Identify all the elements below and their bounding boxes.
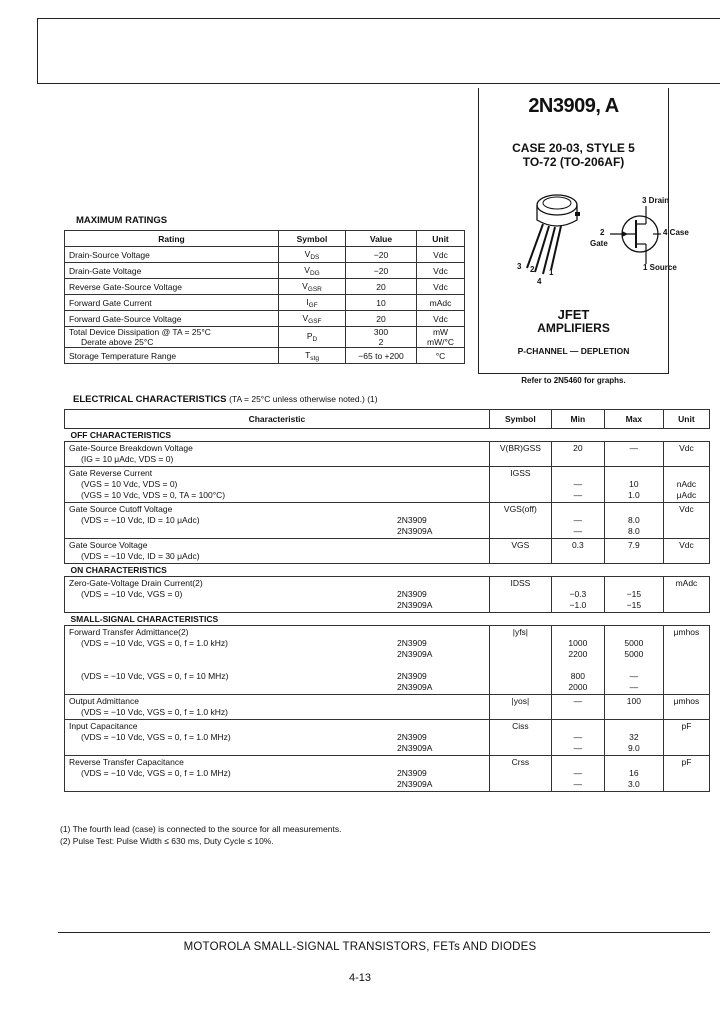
symbol-subscript: GSR <box>307 285 322 293</box>
max-line: −15 <box>626 600 642 610</box>
max-cell <box>604 467 663 503</box>
char-line: (IG = 10 μAdc, VDS = 0) <box>81 454 174 464</box>
table-header-row <box>65 410 710 429</box>
model-line: 2N3909 <box>397 515 427 525</box>
part-number: 2N3909, A <box>528 95 619 117</box>
min-line: — <box>573 515 583 525</box>
value-cell: −65 to +200 <box>346 348 417 364</box>
symbol-cell: Ciss <box>489 720 551 756</box>
col-value: Value <box>346 231 417 247</box>
value-cell: 20 <box>346 311 417 327</box>
value-cell: 20 <box>346 279 417 295</box>
unit-line: μAdc <box>676 490 697 500</box>
max-cell: 100 <box>604 695 663 720</box>
unit-cell: μmhos <box>663 626 709 695</box>
min-line: −0.3 <box>569 589 587 599</box>
value-cell <box>346 327 417 348</box>
col-unit: Unit <box>417 231 465 247</box>
table-row <box>65 626 710 695</box>
min-cell: — <box>551 695 604 720</box>
min-line <box>556 578 600 589</box>
min-line <box>556 721 600 732</box>
page-number: 4-13 <box>348 972 372 984</box>
table-row <box>65 295 465 311</box>
lead-label-4: 4 <box>537 277 542 286</box>
char-line: Forward Transfer Admittance(2) <box>69 627 189 637</box>
min-line: — <box>573 743 583 753</box>
symbol-cell: IGSS <box>489 467 551 503</box>
rating-line: Total Device Dissipation @ TA = 25°C <box>69 327 211 337</box>
footer-text: MOTOROLA SMALL-SIGNAL TRANSISTORS, FETs AND DIODES <box>183 941 537 953</box>
char-cell <box>65 626 394 695</box>
max-cell <box>604 720 663 756</box>
symbol-subscript: stg <box>310 354 319 362</box>
footnote: (1) The fourth lead (case) is connected to the source for all measurements. <box>60 824 342 834</box>
symbol-subscript: DG <box>309 269 320 277</box>
model-line <box>397 578 485 589</box>
model-line <box>397 721 485 732</box>
symbol-cell <box>279 348 346 364</box>
char-line <box>69 649 389 660</box>
footnote: (2) Pulse Test: Pulse Width ≤ 630 ms, Duty Cycle ≤ 10%. <box>60 836 274 846</box>
min-cell <box>551 577 604 613</box>
electrical-title <box>73 394 378 405</box>
model-cell <box>393 626 489 695</box>
table-row <box>65 720 710 756</box>
min-line: 800 <box>570 671 585 681</box>
min-cell <box>551 756 604 792</box>
unit-cell <box>663 467 709 503</box>
char-line: Gate Source Voltage <box>69 540 148 550</box>
lead-label-1: 1 <box>549 268 554 277</box>
section-on: ON CHARACTERISTICS <box>65 564 710 577</box>
symbol-text: P <box>306 331 313 341</box>
min-line <box>556 468 600 479</box>
max-line: 1.0 <box>627 490 640 500</box>
char-line: Input Capacitance <box>69 721 138 731</box>
max-line: 3.0 <box>627 779 640 789</box>
value-cell: 10 <box>346 295 417 311</box>
col-symbol: Symbol <box>489 410 551 429</box>
unit-line: mW <box>432 327 449 337</box>
header-frame <box>37 18 720 84</box>
min-line: −1.0 <box>569 600 587 610</box>
electrical-title-note: (TA = 25°C unless otherwise noted.) (1) <box>229 394 378 404</box>
symbol-cell <box>279 263 346 279</box>
section-off: OFF CHARACTERISTICS <box>65 429 710 442</box>
col-min: Min <box>551 410 604 429</box>
symbol-cell <box>279 295 346 311</box>
col-max: Max <box>604 410 663 429</box>
model-line: 2N3909A <box>397 600 433 610</box>
pin-case-label: 4 Case <box>663 228 689 237</box>
col-unit: Unit <box>663 410 709 429</box>
max-line: −15 <box>626 589 642 599</box>
footnotes <box>60 823 341 847</box>
model-line: 2N3909 <box>397 671 427 681</box>
max-line: 16 <box>629 768 639 778</box>
pin-source-label: 1 Source <box>643 263 677 272</box>
footer-rule <box>58 932 710 933</box>
max-line <box>609 627 659 638</box>
symbol-cell: V(BR)GSS <box>489 442 551 467</box>
unit-cell: Vdc <box>663 539 709 564</box>
unit-cell: mAdc <box>417 295 465 311</box>
model-cell <box>393 756 489 792</box>
max-line: 5000 <box>624 649 644 659</box>
section-row <box>65 429 710 442</box>
table-header-row <box>65 231 465 247</box>
value-line: 300 <box>373 327 389 337</box>
model-line: 2N3909 <box>397 638 427 648</box>
model-line: 2N3909A <box>397 779 433 789</box>
char-line <box>69 660 389 671</box>
char-line: (VDS = −10 Vdc, VGS = 0, f = 1.0 MHz) <box>81 732 231 742</box>
section-row <box>65 564 710 577</box>
unit-cell: Vdc <box>417 263 465 279</box>
min-line: 2200 <box>568 649 588 659</box>
pin-gate-number: 2 <box>600 228 605 237</box>
max-line <box>609 504 659 515</box>
char-cell <box>65 756 394 792</box>
min-line: — <box>573 526 583 536</box>
symbol-subscript: GF <box>308 301 318 309</box>
table-row <box>65 279 465 295</box>
symbol-text: V <box>304 264 310 275</box>
max-ratings-title: MAXIMUM RATINGS <box>76 215 168 226</box>
value-cell: −20 <box>346 263 417 279</box>
model-cell <box>393 577 489 613</box>
model-cell <box>393 503 489 539</box>
char-cell <box>65 442 490 467</box>
char-line: Gate Source Cutoff Voltage <box>69 504 173 514</box>
max-cell: — <box>604 442 663 467</box>
symbol-cell: |yos| <box>489 695 551 720</box>
char-line: (VDS = −10 Vdc, ID = 10 μAdc) <box>81 515 200 525</box>
max-cell <box>604 626 663 695</box>
max-ratings-table <box>64 230 465 364</box>
char-line: (VGS = 10 Vdc, VDS = 0, TA = 100°C) <box>81 490 226 500</box>
max-line: 5000 <box>624 638 644 648</box>
char-line <box>69 682 389 693</box>
char-line: (VDS = −10 Vdc, VGS = 0, f = 1.0 kHz) <box>81 707 228 717</box>
char-line: (VDS = −10 Vdc, VGS = 0, f = 1.0 MHz) <box>81 768 231 778</box>
min-line: 1000 <box>568 638 588 648</box>
min-cell <box>551 467 604 503</box>
min-cell: 0.3 <box>551 539 604 564</box>
model-cell <box>393 720 489 756</box>
max-line <box>609 468 659 479</box>
table-row <box>65 577 710 613</box>
table-row <box>65 263 465 279</box>
rating-line: Derate above 25°C <box>81 337 154 347</box>
max-line: 8.0 <box>627 526 640 536</box>
symbol-text: I <box>306 296 309 307</box>
rating-cell: Reverse Gate-Source Voltage <box>65 279 279 295</box>
model-line: 2N3909A <box>397 649 433 659</box>
rating-cell <box>65 327 279 348</box>
min-cell <box>551 720 604 756</box>
unit-cell: Vdc <box>417 311 465 327</box>
char-line: (VDS = −10 Vdc, VGS = 0) <box>81 589 183 599</box>
symbol-cell: IDSS <box>489 577 551 613</box>
min-line <box>556 504 600 515</box>
char-line: (VDS = −10 Vdc, VGS = 0, f = 1.0 kHz) <box>81 638 228 648</box>
pin-drain-label: 3 Drain <box>642 196 670 205</box>
model-line <box>397 660 485 671</box>
max-line: 9.0 <box>627 743 640 753</box>
table-row <box>65 695 710 720</box>
max-line: — <box>629 671 639 681</box>
max-cell <box>604 577 663 613</box>
lead-label-3: 3 <box>517 262 522 271</box>
unit-cell: Vdc <box>417 279 465 295</box>
rating-cell: Forward Gate Current <box>65 295 279 311</box>
unit-line <box>668 468 705 479</box>
char-line: Reverse Transfer Capacitance <box>69 757 184 767</box>
rating-cell: Drain-Source Voltage <box>65 247 279 263</box>
section-small-signal: SMALL-SIGNAL CHARACTERISTICS <box>65 613 710 626</box>
unit-cell: Vdc <box>663 503 709 539</box>
max-line: — <box>629 682 639 692</box>
max-line <box>609 578 659 589</box>
unit-cell: μmhos <box>663 695 709 720</box>
model-line: 2N3909A <box>397 682 433 692</box>
model-line: 2N3909 <box>397 589 427 599</box>
model-line <box>397 627 485 638</box>
device-use: AMPLIFIERS <box>537 321 610 335</box>
max-line: 10 <box>629 479 639 489</box>
symbol-subscript: GSF <box>308 317 322 325</box>
unit-cell: °C <box>417 348 465 364</box>
pin-gate-label: Gate <box>590 239 608 248</box>
symbol-cell: VGS <box>489 539 551 564</box>
model-line <box>397 757 485 768</box>
char-cell <box>65 695 490 720</box>
table-row <box>65 348 465 364</box>
unit-line: mW/°C <box>426 337 454 347</box>
rating-cell: Storage Temperature Range <box>65 348 279 364</box>
symbol-cell: VGS(off) <box>489 503 551 539</box>
symbol-cell <box>279 311 346 327</box>
char-line: Output Admittance <box>69 696 139 706</box>
model-line: 2N3909A <box>397 743 433 753</box>
symbol-cell <box>279 279 346 295</box>
max-line <box>609 721 659 732</box>
max-line <box>609 660 659 671</box>
electrical-table <box>64 409 710 792</box>
col-rating: Rating <box>65 231 279 247</box>
symbol-subscript: DS <box>310 253 320 261</box>
symbol-text: T <box>305 349 311 360</box>
table-row <box>65 503 710 539</box>
max-cell <box>604 503 663 539</box>
unit-line: nAdc <box>676 479 697 489</box>
min-line: — <box>573 479 583 489</box>
to72-package-drawing <box>505 190 585 290</box>
min-line: — <box>573 779 583 789</box>
table-row <box>65 539 710 564</box>
model-line: 2N3909 <box>397 732 427 742</box>
value-line: 2 <box>378 337 384 347</box>
char-line: (VDS = −10 Vdc, VGS = 0, f = 10 MHz) <box>81 671 229 681</box>
unit-cell: Vdc <box>663 442 709 467</box>
symbol-text: V <box>302 312 309 323</box>
symbol-cell <box>279 327 346 348</box>
char-cell <box>65 720 394 756</box>
table-row <box>65 756 710 792</box>
symbol-cell <box>279 247 346 263</box>
char-cell <box>65 503 394 539</box>
symbol-subscript: D <box>312 336 318 343</box>
device-type: JFET <box>557 307 590 322</box>
symbol-text: V <box>302 280 308 291</box>
min-line <box>556 627 600 638</box>
min-line: — <box>573 490 583 500</box>
min-line: — <box>573 768 583 778</box>
value-cell: −20 <box>346 247 417 263</box>
min-line: — <box>573 732 583 742</box>
min-cell <box>551 626 604 695</box>
char-line: Zero-Gate-Voltage Drain Current(2) <box>69 578 203 588</box>
symbol-cell: |yfs| <box>489 626 551 695</box>
table-row <box>65 442 710 467</box>
table-row <box>65 247 465 263</box>
min-line <box>556 660 600 671</box>
char-cell <box>65 467 490 503</box>
min-cell: 20 <box>551 442 604 467</box>
col-characteristic: Characteristic <box>65 410 490 429</box>
model-line: 2N3909 <box>397 768 427 778</box>
table-row <box>65 467 710 503</box>
char-cell <box>65 539 490 564</box>
char-line: Gate Reverse Current <box>69 468 153 478</box>
min-line: 2000 <box>568 682 588 692</box>
col-symbol: Symbol <box>279 231 346 247</box>
char-cell <box>65 577 394 613</box>
lead-label-2: 2 <box>530 265 535 274</box>
case-line-2: TO-72 (TO-206AF) <box>522 155 625 169</box>
table-row <box>65 327 465 348</box>
section-row <box>65 613 710 626</box>
rating-cell: Drain-Gate Voltage <box>65 263 279 279</box>
unit-cell: pF <box>663 756 709 792</box>
refer-note: Refer to 2N5460 for graphs. <box>521 376 626 385</box>
char-line: Gate-Source Breakdown Voltage <box>69 443 193 453</box>
electrical-title-text: ELECTRICAL CHARACTERISTICS <box>73 394 227 405</box>
unit-cell <box>417 327 465 348</box>
rating-cell: Forward Gate-Source Voltage <box>65 311 279 327</box>
model-line <box>397 504 485 515</box>
min-cell <box>551 503 604 539</box>
max-cell <box>604 756 663 792</box>
symbol-cell: Crss <box>489 756 551 792</box>
char-line: (VGS = 10 Vdc, VDS = 0) <box>81 479 178 489</box>
max-cell: 7.9 <box>604 539 663 564</box>
channel-type: P-CHANNEL — DEPLETION <box>517 346 630 356</box>
unit-cell: Vdc <box>417 247 465 263</box>
max-line <box>609 757 659 768</box>
case-line-1: CASE 20-03, STYLE 5 <box>512 141 635 155</box>
min-line <box>556 757 600 768</box>
model-line: 2N3909A <box>397 526 433 536</box>
max-line: 8.0 <box>627 515 640 525</box>
table-row <box>65 311 465 327</box>
max-line: 32 <box>629 732 639 742</box>
unit-cell: mAdc <box>663 577 709 613</box>
symbol-text: V <box>304 248 311 259</box>
unit-cell: pF <box>663 720 709 756</box>
char-line: (VDS = −10 Vdc, ID = 30 μAdc) <box>81 551 200 561</box>
